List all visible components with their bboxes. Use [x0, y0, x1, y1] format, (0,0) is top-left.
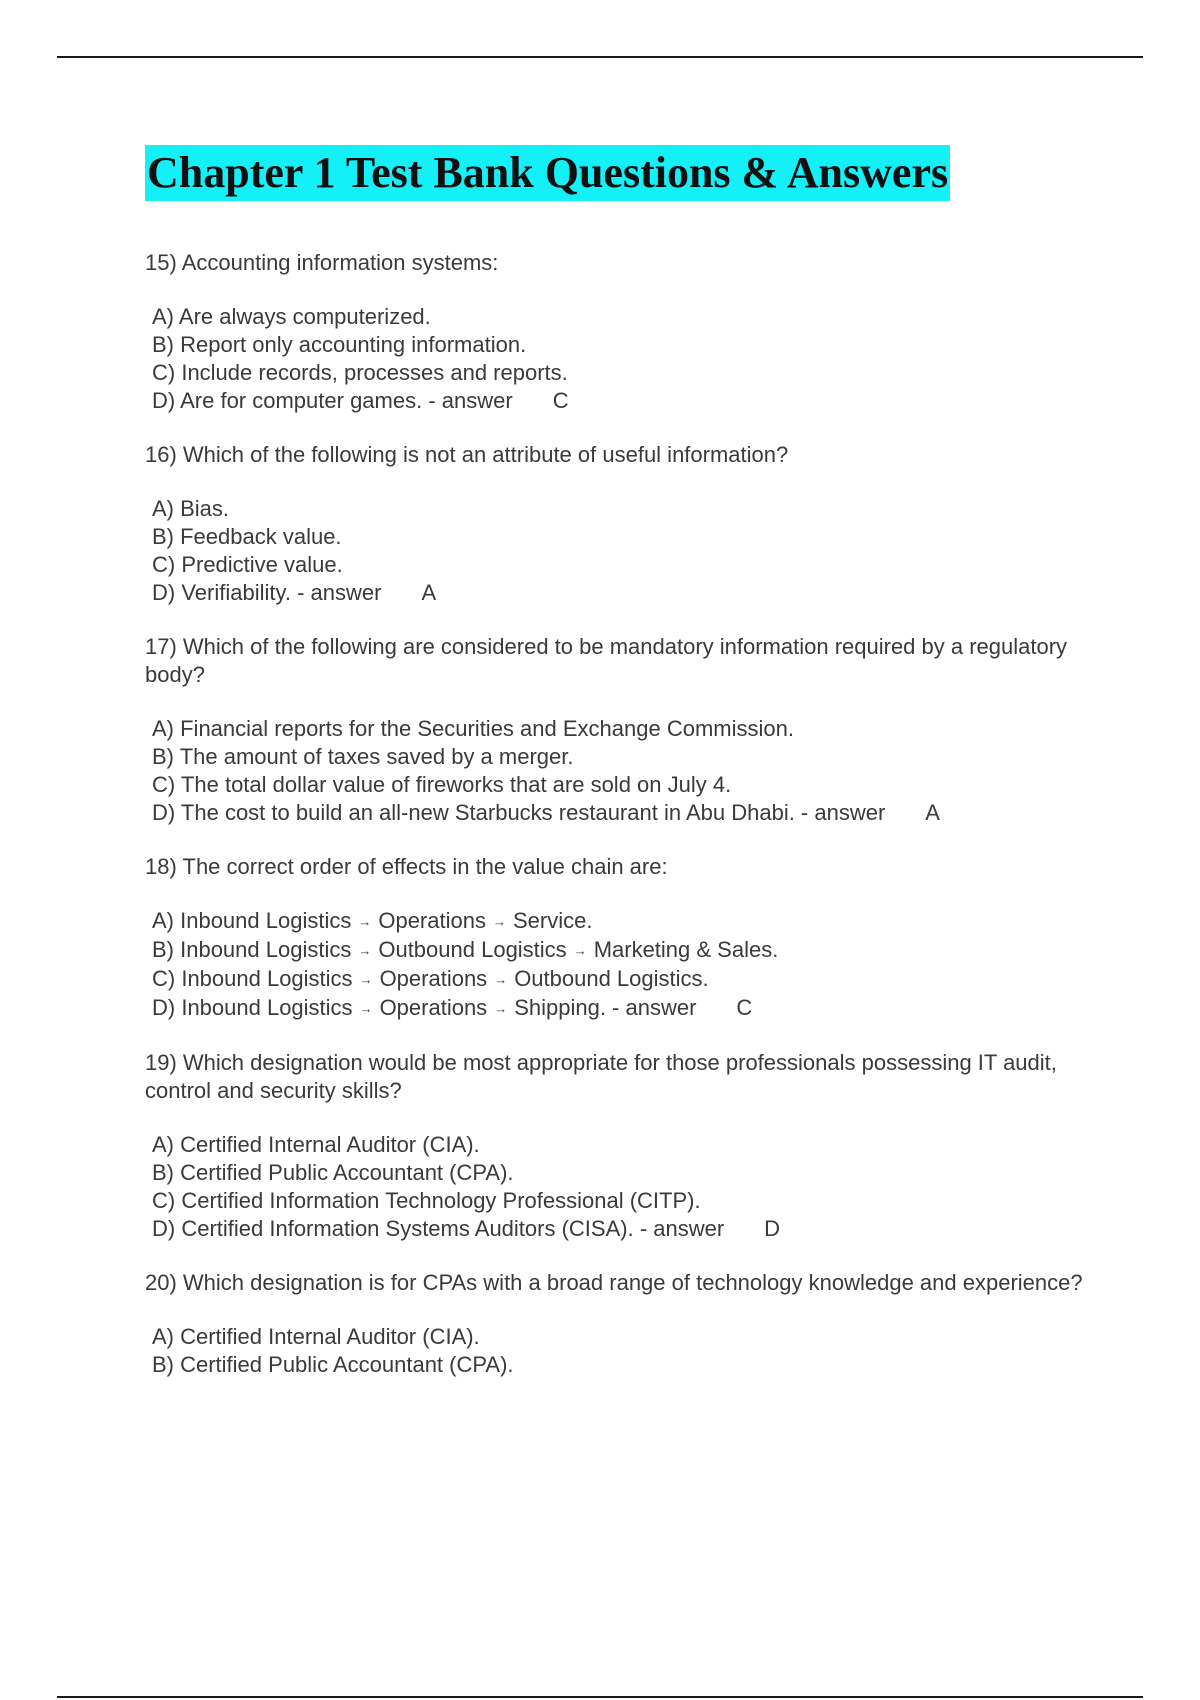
option-c: C) Include records, processes and reports.: [152, 360, 568, 385]
answer-key: A: [925, 800, 940, 825]
answer-key: C: [736, 995, 753, 1020]
option-d: [145, 1215, 1095, 1243]
chain-step: C) Inbound Logistics: [152, 966, 353, 991]
option-a: A) Are always computerized.: [152, 304, 431, 329]
arrow-right-icon: →: [494, 972, 508, 987]
option-d-text: D) Verifiability. - answer: [152, 580, 382, 605]
question-16: [145, 441, 1095, 607]
question-20: [145, 1269, 1095, 1379]
page-title: Chapter 1 Test Bank Questions & Answers: [145, 145, 950, 201]
chain-step: B) Inbound Logistics: [152, 937, 352, 962]
chain-step: Operations: [379, 995, 488, 1020]
arrow-right-icon: →: [358, 914, 372, 929]
option-c: C) Certified Information Technology Professional (CITP).: [152, 1188, 701, 1213]
answer-key: C: [552, 388, 569, 413]
option-d-text: D) The cost to build an all-new Starbucks restaurant in Abu Dhabi. - answer: [152, 800, 886, 825]
document-body: [145, 145, 1095, 1405]
option-d: [145, 579, 1095, 607]
answer-key: D: [764, 1216, 781, 1241]
option-c: C) Predictive value.: [152, 552, 343, 577]
option-a: A) Financial reports for the Securities and Exchange Commission.: [152, 716, 794, 741]
chain-step: Operations: [378, 908, 486, 933]
question-stem: 18) The correct order of effects in the value chain are:: [145, 854, 668, 879]
answer-key: A: [421, 580, 437, 605]
option-d: [145, 994, 1095, 1023]
option-b: B) Certified Public Accountant (CPA).: [152, 1160, 514, 1185]
question-18: [145, 853, 1095, 1023]
chain-step: Service.: [512, 908, 593, 933]
option-a: [145, 907, 1095, 936]
arrow-right-icon: →: [358, 943, 372, 958]
chain-step: Operations: [379, 966, 488, 991]
arrow-right-icon: →: [359, 1001, 373, 1016]
option-d-text: D) Certified Information Systems Auditors (CISA). - answer: [152, 1216, 725, 1241]
arrow-right-icon: →: [359, 972, 373, 987]
question-15: [145, 249, 1095, 415]
option-b: B) The amount of taxes saved by a merger.: [152, 744, 574, 769]
question-17: [145, 633, 1095, 827]
option-c: [145, 965, 1095, 994]
option-c: C) The total dollar value of fireworks that are sold on July 4.: [152, 772, 732, 797]
option-d-text: D) Are for computer games. - answer: [152, 388, 513, 413]
option-d: [145, 799, 1095, 827]
chain-step: A) Inbound Logistics: [152, 908, 352, 933]
chain-step: D) Inbound Logistics: [152, 995, 353, 1020]
question-stem: 20) Which designation is for CPAs with a broad range of technology knowledge and experience?: [145, 1270, 1083, 1295]
question-stem: 15) Accounting information systems:: [145, 250, 499, 275]
question-stem: 16) Which of the following is not an attribute of useful information?: [145, 442, 789, 467]
chain-step: Outbound Logistics.: [514, 966, 709, 991]
option-a: A) Certified Internal Auditor (CIA).: [152, 1324, 480, 1349]
chain-step: Outbound Logistics: [378, 937, 567, 962]
arrow-right-icon: →: [494, 1001, 508, 1016]
question-list: [145, 249, 1095, 1379]
top-rule: [57, 56, 1143, 58]
arrow-right-icon: →: [573, 943, 587, 958]
option-b: B) Report only accounting information.: [152, 332, 527, 357]
arrow-right-icon: →: [492, 914, 506, 929]
option-d: [145, 387, 1095, 415]
question-stem: 19) Which designation would be most appropriate for those professionals possessing IT audit, control and security skills?: [145, 1050, 1057, 1103]
option-a: A) Bias.: [152, 496, 230, 521]
option-a: A) Certified Internal Auditor (CIA).: [152, 1132, 480, 1157]
question-stem: 17) Which of the following are considered to be mandatory information required by a regulatory body?: [145, 634, 1068, 687]
chain-step: Shipping. - answer: [514, 995, 697, 1020]
chain-step: Marketing & Sales.: [593, 937, 779, 962]
question-19: [145, 1049, 1095, 1243]
option-b: [145, 936, 1095, 965]
option-b: B) Certified Public Accountant (CPA).: [152, 1352, 514, 1377]
option-b: B) Feedback value.: [152, 524, 342, 549]
bottom-rule: [57, 1696, 1143, 1698]
